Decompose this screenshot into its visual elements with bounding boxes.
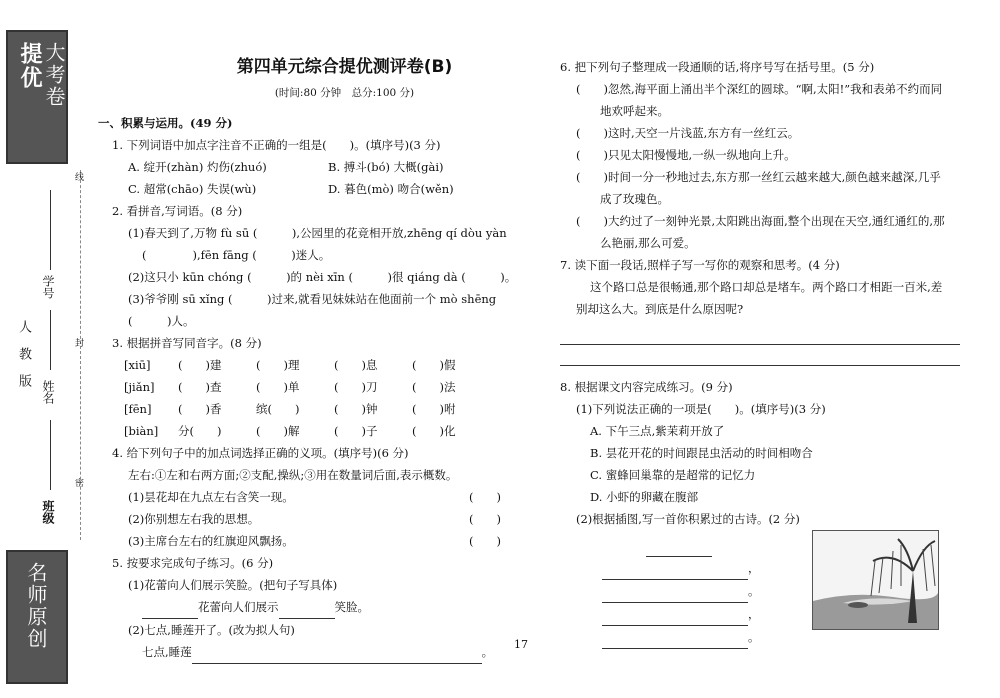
brand-top-text-2: 大考卷 bbox=[42, 42, 66, 108]
q4-item-text: (1)昙花却在九点左右含笑一现。 bbox=[128, 490, 294, 504]
pinyin-cell: ( )化 bbox=[412, 424, 456, 438]
question-4 bbox=[112, 442, 517, 552]
punct-comma: ， bbox=[748, 561, 760, 575]
q6-item: ( )大约过了一刻钟光景,太阳跳出海面,整个出现在天空,通红通红的,那 bbox=[576, 214, 945, 228]
q1-option-a: A. 绽开(zhàn) 灼伤(zhuó) bbox=[128, 160, 267, 174]
brand-bottom-text: 名师原创 bbox=[24, 562, 48, 650]
binding-strip bbox=[0, 0, 90, 698]
pinyin-key: [biàn] bbox=[124, 424, 159, 438]
q3-row bbox=[124, 420, 517, 442]
punct-period: 。 bbox=[748, 630, 760, 644]
brand-logo-top bbox=[6, 30, 68, 164]
pinyin-key: [xiū] bbox=[124, 358, 151, 372]
answer-blank bbox=[602, 626, 748, 649]
willow-illustration-art bbox=[813, 531, 938, 629]
pinyin-cell: ( )法 bbox=[412, 380, 456, 394]
q8-sub-1: (1)下列说法正确的一项是( )。(填序号)(3 分) bbox=[576, 402, 826, 416]
q1-stem: 1. 下列词语中加点字注音不正确的一组是( )。(填序号)(3 分) bbox=[112, 138, 441, 152]
q6-item: ( )忽然,海平面上涌出半个深红的圆球。“啊,太阳!”我和表弟不约而同 bbox=[576, 82, 943, 96]
q3-stem: 3. 根据拼音写同音字。(8 分) bbox=[112, 336, 262, 350]
edition-label: 人教版 bbox=[16, 320, 31, 401]
seal-char-3: 密 bbox=[73, 478, 83, 487]
q4-item bbox=[128, 508, 517, 530]
question-5 bbox=[112, 552, 517, 664]
punct-period: 。 bbox=[748, 584, 760, 598]
answer-blank bbox=[602, 580, 748, 603]
q4-item-text: (3)主席台左右的红旗迎风飘扬。 bbox=[128, 534, 294, 548]
page-number: 17 bbox=[514, 638, 528, 651]
q5-stem: 5. 按要求完成句子练习。(6 分) bbox=[112, 556, 274, 570]
q3-row bbox=[124, 398, 517, 420]
q1-option-c: C. 超常(chāo) 失误(wù) bbox=[128, 182, 257, 196]
q5-line-4-end: 。 bbox=[481, 645, 494, 659]
q1-option-b: B. 搏斗(bó) 大概(gài) bbox=[328, 160, 444, 174]
question-3 bbox=[112, 332, 517, 442]
section-heading: 一、积累与运用。(49 分) bbox=[98, 116, 233, 130]
field-class: 班级 bbox=[41, 500, 55, 524]
pinyin-cell: ( )子 bbox=[334, 424, 378, 438]
pinyin-cell: ( )假 bbox=[412, 358, 456, 372]
q6-item-cont: 成了玫瑰色。 bbox=[600, 192, 669, 206]
q3-row bbox=[124, 376, 517, 398]
q8-option-c: C. 蜜蜂回巢靠的是超常的记忆力 bbox=[590, 468, 756, 482]
question-2 bbox=[112, 200, 517, 332]
field-line bbox=[50, 190, 51, 270]
question-6 bbox=[560, 56, 960, 254]
q6-item: ( )这时,天空一片浅蓝,东方有一丝红云。 bbox=[576, 126, 800, 140]
field-name: 姓名 bbox=[41, 380, 55, 404]
q4-item-text: (2)你别想左右我的思想。 bbox=[128, 512, 260, 526]
q2-stem: 2. 看拼音,写词语。(8 分) bbox=[112, 204, 243, 218]
answer-paren: ( ) bbox=[469, 534, 501, 548]
pinyin-cell: ( )钟 bbox=[334, 402, 378, 416]
field-line bbox=[50, 310, 51, 370]
field-xinghao: 学号 bbox=[41, 275, 55, 299]
q5-line-2 bbox=[142, 596, 517, 619]
q4-item bbox=[128, 486, 517, 508]
pinyin-cell: 缤( ) bbox=[256, 402, 300, 416]
answer-blank bbox=[142, 596, 198, 619]
field-line bbox=[50, 420, 51, 490]
answer-blank bbox=[602, 557, 748, 580]
pinyin-cell: ( )解 bbox=[256, 424, 300, 438]
q6-item-cont: 地欢呼起来。 bbox=[600, 104, 669, 118]
q8-option-b: B. 昙花开花的时间跟昆虫活动的时间相吻合 bbox=[590, 446, 813, 460]
q4-stem: 4. 给下列句子中的加点词选择正确的义项。(填序号)(6 分) bbox=[112, 446, 409, 460]
answer-line bbox=[560, 345, 960, 366]
q8-option-d: D. 小虾的卵藏在腹部 bbox=[590, 490, 699, 504]
q4-definition: 左右:①左和右两方面;②支配,操纵;③用在数量词后面,表示概数。 bbox=[128, 468, 458, 482]
pinyin-cell: ( )单 bbox=[256, 380, 300, 394]
answer-blank bbox=[279, 596, 335, 619]
q2-line-3: (2)这只小 kūn chóng ( )的 nèi xīn ( )很 qiáng dà ( )。 bbox=[128, 270, 517, 284]
left-column bbox=[98, 50, 517, 664]
brand-logo-bottom bbox=[6, 550, 68, 684]
answer-blank bbox=[646, 534, 712, 557]
answer-blank bbox=[602, 603, 748, 626]
q5-line-4-text: 七点,睡莲 bbox=[142, 645, 192, 659]
pinyin-cell: ( )咐 bbox=[412, 402, 456, 416]
q5-line-2-end: 笑脸。 bbox=[334, 600, 369, 614]
q6-item: ( )时间一分一秒地过去,东方那一丝红云越来越大,颜色越来越深,几乎 bbox=[576, 170, 941, 184]
question-7 bbox=[560, 254, 960, 366]
q7-passage-2: 别却这么大。到底是什么原因呢? bbox=[576, 302, 744, 316]
willow-illustration bbox=[812, 530, 939, 630]
q5-line-4 bbox=[142, 641, 517, 664]
pinyin-cell: 分( ) bbox=[178, 424, 222, 438]
punct-comma: ， bbox=[748, 607, 760, 621]
question-1 bbox=[112, 134, 517, 200]
page-title: 第四单元综合提优测评卷(B) bbox=[236, 57, 453, 77]
answer-blank bbox=[192, 641, 482, 664]
pinyin-cell: ( )香 bbox=[178, 402, 222, 416]
answer-line bbox=[560, 324, 960, 345]
q6-item-cont: 么艳丽,那么可爱。 bbox=[600, 236, 696, 250]
q3-row bbox=[124, 354, 517, 376]
page-subtitle: (时间:80 分钟 总分:100 分) bbox=[274, 87, 415, 99]
pinyin-cell: ( )理 bbox=[256, 358, 300, 372]
q8-option-a: A. 下午三点,紫茉莉开放了 bbox=[590, 424, 725, 438]
q8-stem: 8. 根据课文内容完成练习。(9 分) bbox=[560, 380, 733, 394]
answer-paren: ( ) bbox=[469, 512, 501, 526]
q7-passage-1: 这个路口总是很畅通,那个路口却总是堵车。两个路口才相距一百米,差 bbox=[590, 280, 943, 294]
answer-paren: ( ) bbox=[469, 490, 501, 504]
q2-line-1: (1)春天到了,万物 fù sū ( ),公园里的花竞相开放,zhēng qí dòu yàn bbox=[128, 226, 507, 240]
q5-line-3: (2)七点,睡莲开了。(改为拟人句) bbox=[128, 623, 295, 637]
brand-top-text-1: 提优 bbox=[17, 42, 42, 90]
pinyin-key: [fēn] bbox=[124, 402, 152, 416]
pinyin-cell: ( )查 bbox=[178, 380, 222, 394]
q4-item bbox=[128, 530, 517, 552]
q5-line-1: (1)花蕾向人们展示笑脸。(把句子写具体) bbox=[128, 578, 338, 592]
pinyin-cell: ( )刀 bbox=[334, 380, 378, 394]
q1-option-d: D. 暮色(mò) 吻合(wěn) bbox=[328, 182, 454, 196]
q7-stem: 7. 读下面一段话,照样子写一写你的观察和思考。(4 分) bbox=[560, 258, 840, 272]
q2-line-2: ( ),fēn fāng ( )迷人。 bbox=[142, 248, 331, 262]
seal-char-2: 封 bbox=[73, 338, 83, 347]
q8-sub-2: (2)根据插图,写一首你积累过的古诗。(2 分) bbox=[576, 512, 800, 526]
pinyin-cell: ( )建 bbox=[178, 358, 222, 372]
q5-line-2-text: 花蕾向人们展示 bbox=[198, 600, 279, 614]
q6-item: ( )只见太阳慢慢地,一纵一纵地向上升。 bbox=[576, 148, 796, 162]
pinyin-cell: ( )息 bbox=[334, 358, 378, 372]
pinyin-key: [jiǎn] bbox=[124, 380, 155, 394]
q2-line-4: (3)爷爷刚 sū xǐng ( )过来,就看见妹妹站在他面前一个 mò shēng ( )人。 bbox=[128, 292, 497, 328]
seal-char-1: 线 bbox=[73, 172, 83, 181]
q6-stem: 6. 把下列句子整理成一段通顺的话,将序号写在括号里。(5 分) bbox=[560, 60, 875, 74]
